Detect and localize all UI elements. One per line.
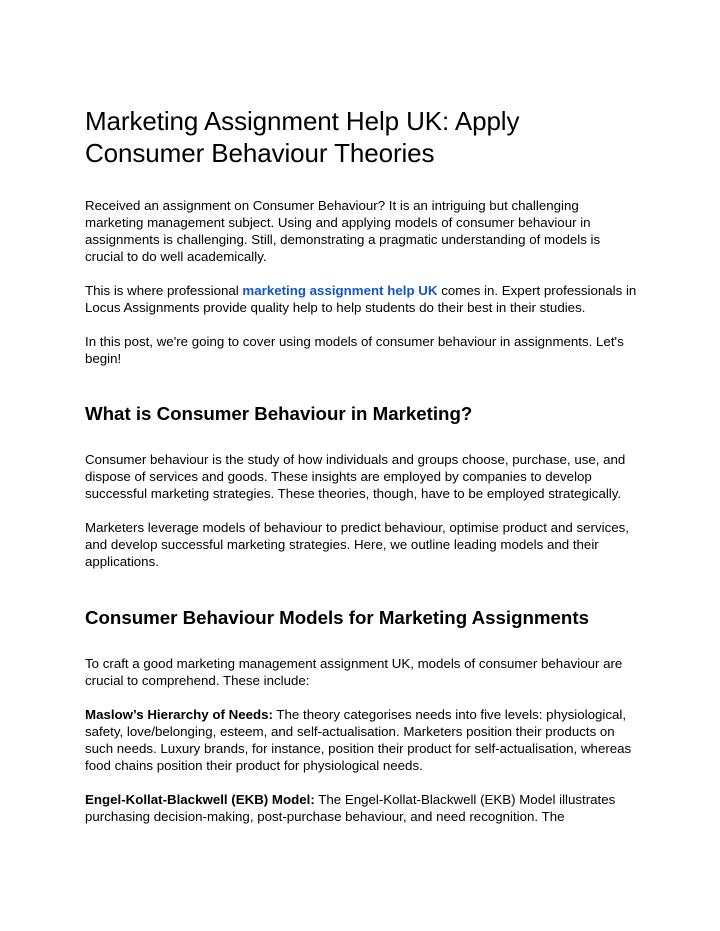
section-heading-what-is: What is Consumer Behaviour in Marketing? xyxy=(85,403,473,424)
ekb-paragraph xyxy=(85,791,637,825)
maslow-label: Maslow’s Hierarchy of Needs: xyxy=(85,707,273,722)
document-content xyxy=(85,105,637,825)
maslow-paragraph xyxy=(85,706,637,774)
section1-paragraph-1: Consumer behaviour is the study of how individuals and groups choose, purchase, use, and dispose of services and goods. These insights are employed by companies to develop successful marketing strategies. These theories, though, have to be employed strategically. xyxy=(85,452,626,501)
intro-paragraph-2-after: comes in. Expert professionals in Locus Assignments provide quality help to help students do their best in their studies. xyxy=(85,283,637,315)
ekb-text: The Engel-Kollat-Blackwell (EKB) Model illustrates purchasing decision-making, post-purchase behaviour, and need recognition. The xyxy=(85,792,616,824)
intro-paragraph-2-before: This is where professional xyxy=(85,283,243,298)
marketing-assignment-help-link[interactable]: marketing assignment help UK xyxy=(242,283,438,298)
section2-paragraph-1: To craft a good marketing management assignment UK, models of consumer behaviour are crucial to comprehend. These include: xyxy=(85,656,623,688)
section1-paragraph-2: Marketers leverage models of behaviour to predict behaviour, optimise product and services, and develop successful marketing strategies. Here, we outline leading models and their applications. xyxy=(85,520,629,569)
intro-paragraph-3: In this post, we're going to cover using models of consumer behaviour in assignments. Let's begin! xyxy=(85,334,624,366)
ekb-label: Engel-Kollat-Blackwell (EKB) Model: xyxy=(85,792,315,807)
intro-paragraph-1: Received an assignment on Consumer Behaviour? It is an intriguing but challenging marketing management subject. Using and applying models of consumer behaviour in assignments is challenging. Still, demonstrating a pragmatic understanding of models is crucial to do well academically. xyxy=(85,198,601,264)
page-title: Marketing Assignment Help UK: Apply Consumer Behaviour Theories xyxy=(85,106,520,168)
section-heading-models: Consumer Behaviour Models for Marketing Assignments xyxy=(85,607,589,628)
intro-paragraph-2 xyxy=(85,282,637,316)
maslow-text: The theory categorises needs into five levels: physiological, safety, love/belonging, esteem, and self-actualisation. Marketers position their products on such needs. Luxury brands, for instance, position their product for self-actualisation, whereas food chains position their product for physiological needs. xyxy=(85,707,632,773)
